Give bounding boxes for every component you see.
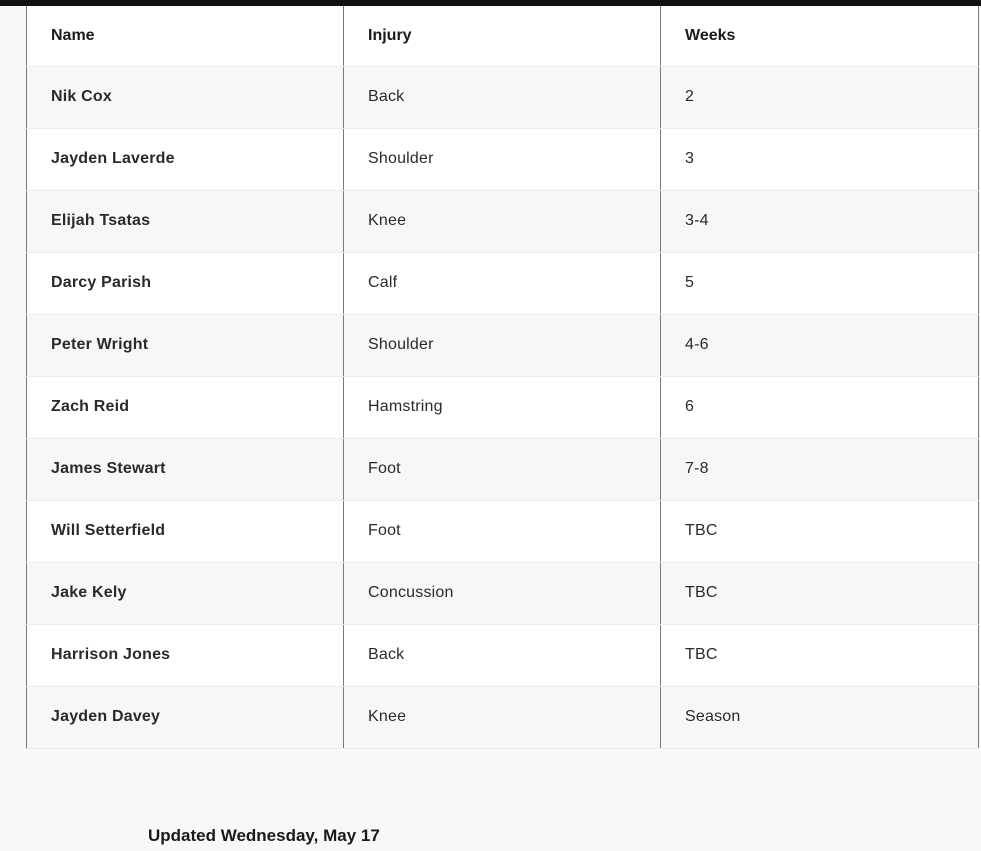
injury-table <box>26 6 979 749</box>
player-name: Jayden Laverde <box>27 128 344 190</box>
injury-table-container <box>26 6 978 749</box>
injury-type: Back <box>344 66 661 128</box>
weeks-out: 2 <box>661 66 979 128</box>
table-row <box>27 376 979 438</box>
column-header-injury: Injury <box>344 6 661 66</box>
table-row <box>27 128 979 190</box>
injury-type: Foot <box>344 500 661 562</box>
injury-type: Hamstring <box>344 376 661 438</box>
weeks-out: 3 <box>661 128 979 190</box>
player-name: Nik Cox <box>27 66 344 128</box>
table-row <box>27 314 979 376</box>
player-name: Harrison Jones <box>27 624 344 686</box>
table-row <box>27 252 979 314</box>
weeks-out: 3-4 <box>661 190 979 252</box>
player-name: James Stewart <box>27 438 344 500</box>
table-row <box>27 500 979 562</box>
injury-type: Calf <box>344 252 661 314</box>
header-row <box>27 6 979 66</box>
updated-date: Updated Wednesday, May 17 <box>148 826 380 845</box>
player-name: Elijah Tsatas <box>27 190 344 252</box>
column-header-weeks: Weeks <box>661 6 979 66</box>
table-body <box>27 66 979 748</box>
player-name: Peter Wright <box>27 314 344 376</box>
table-row <box>27 66 979 128</box>
injury-type: Knee <box>344 190 661 252</box>
table-row <box>27 624 979 686</box>
column-header-name: Name <box>27 6 344 66</box>
player-name: Darcy Parish <box>27 252 344 314</box>
weeks-out: Season <box>661 686 979 748</box>
player-name: Jake Kely <box>27 562 344 624</box>
player-name: Jayden Davey <box>27 686 344 748</box>
table-row <box>27 438 979 500</box>
player-name: Will Setterfield <box>27 500 344 562</box>
injury-type: Shoulder <box>344 128 661 190</box>
injury-type: Shoulder <box>344 314 661 376</box>
injury-type: Concussion <box>344 562 661 624</box>
player-name: Zach Reid <box>27 376 344 438</box>
injury-type: Back <box>344 624 661 686</box>
weeks-out: TBC <box>661 624 979 686</box>
injury-type: Foot <box>344 438 661 500</box>
weeks-out: 7-8 <box>661 438 979 500</box>
weeks-out: TBC <box>661 500 979 562</box>
table-row <box>27 562 979 624</box>
table-row <box>27 190 979 252</box>
weeks-out: 4-6 <box>661 314 979 376</box>
weeks-out: 5 <box>661 252 979 314</box>
weeks-out: TBC <box>661 562 979 624</box>
table-header <box>27 6 979 66</box>
table-row <box>27 686 979 748</box>
injury-type: Knee <box>344 686 661 748</box>
weeks-out: 6 <box>661 376 979 438</box>
